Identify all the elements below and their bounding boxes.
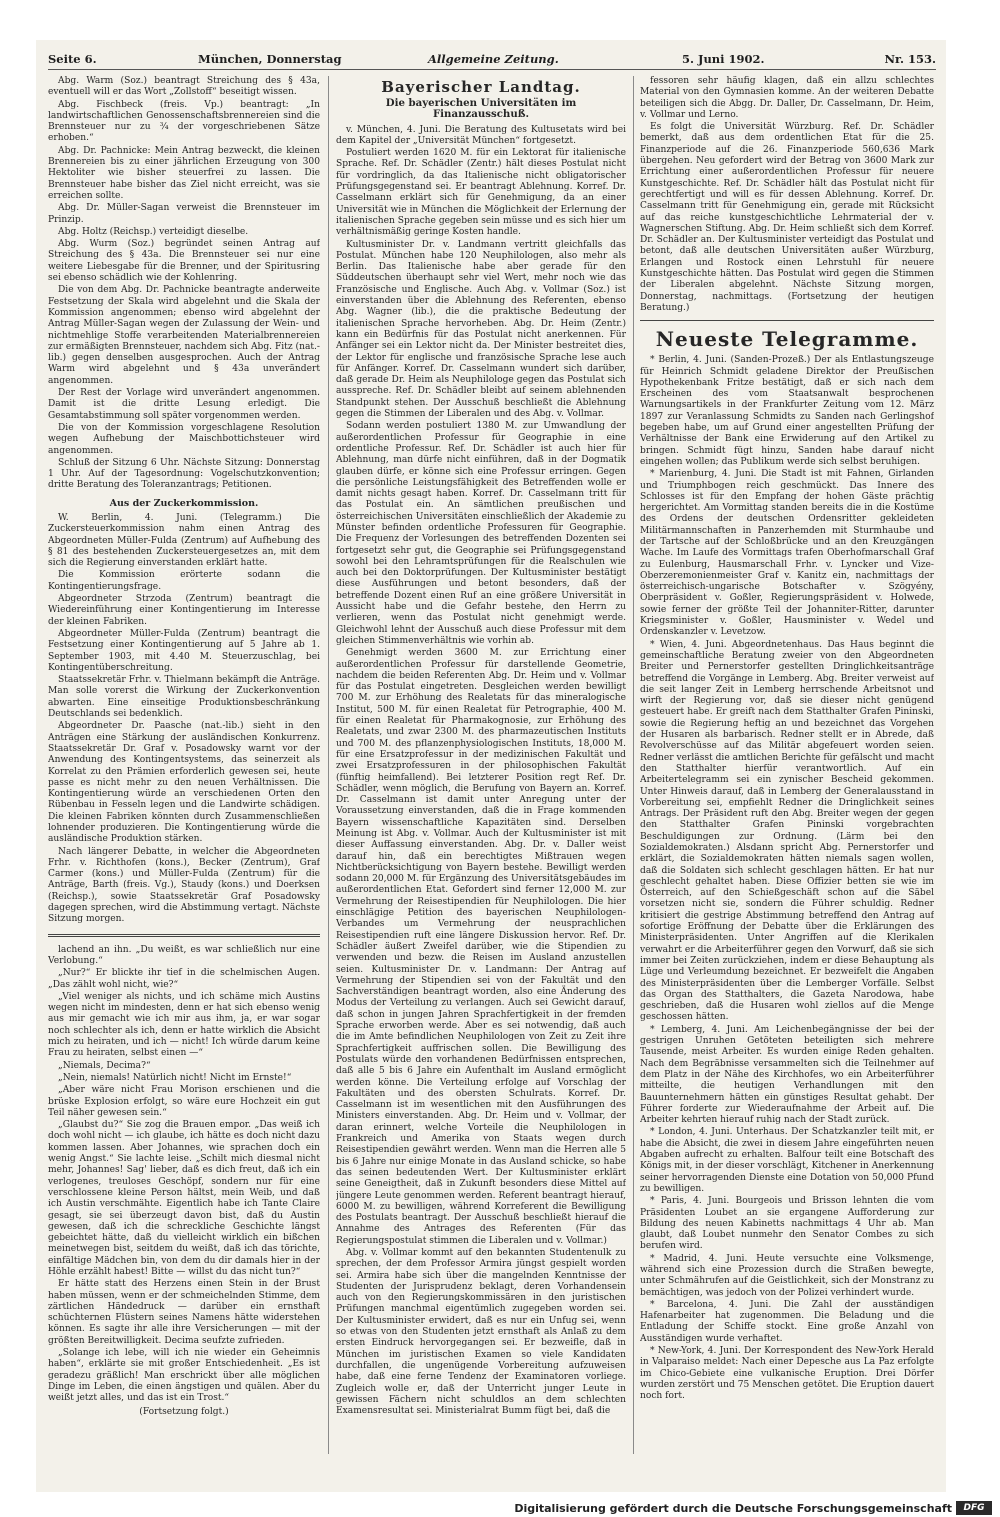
paragraph: Es folgt die Universität Würzburg. Ref. Dr. Schädler bemerkt, daß aus dem ordentlichen Etat für die 25. Finanzperiode auf die 26. Finanzperiode 560,636 Mark übergehen. Neu gefordert wird der Betrag von 3600 Mark zur Errichtung einer außerordentlichen Professur für neuere Kunstgeschichte. Ref. Dr. Schädler hält das Postulat nicht für gerechtfertigt und will es für dessen Ablehnung. Korref. Dr. Casselmann tritt für Genehmigung ein, gerade mit Rücksicht auf das reiche kunstgeschichtliche Lehrmaterial der v. Wagnerschen Stiftung. Abg. Dr. Heim schließt sich dem Korref. Dr. Schädler an. Der Kultusminister verteidigt das Postulat und betont, daß alle deutschen Universitäten außer Würzburg, Erlangen und Rostock einen Lehrstuhl für neuere Kunstgeschichte hätten. Das Postulat wird gegen die Stimmen der Liberalen abgelehnt. Nächste Sitzung morgen, Donnerstag, nachmittags. (Fortsetzung der heutigen Beratung.) (640, 122, 934, 313)
telegram: * Wien, 4. Juni. Abgeordnetenhaus. Das Haus beginnt die gemeinschaftliche Beratung zweier von den Abgeordneten Breiter und Pernerstorfer gestellten Dringlichkeitsanträge betreffend die Vorgänge in Lemberg. Abg. Breiter verweist auf die seit langer Zeit in Lemberg herrschende Arbeitsnot und wirft der Regierung vor, daß sie dieser nicht genügend gesteuert habe. Er greift nach dem Statthalter Grafen Pininski, sowie die Regierung heftig an und bezeichnet das Vorgehen der Husaren als barbarisch. Redner stellt er in Abrede, daß Revolverschüsse auf das Militär abgefeuert worden seien. Redner verlässt die amtlichen Berichte für gefälscht und macht den Statthalter hierfür verantwortlich. Auf ein Arbeitertelegramm sei ein zynischer Bescheid gekommen. Unter Hinweis darauf, daß in Lemberg der Generalausstand in Vorbereitung sei, empfiehlt Redner die Dringlichkeit seines Antrags. Der Präsident ruft den Abg. Breiter wegen der gegen den Statthalter Grafen Pininski vorgebrachten Beschuldigungen zur Ordnung. (Lärm bei den Sozialdemokraten.) Alsdann spricht Abg. Pernerstorfer und erklärt, die Sozialdemokraten hätten niemals sagen wollen, daß die Soldaten sich schlecht geschlagen hätten. Er hat nur geschlecht gehaltet haben. Diese Offizier betten sie wie im Österreich, auf den Schießgeschäft schon auf die Säbel vorsetzen nicht sie, sondern die Führer schuldig. Redner kritisiert die gestrige Abstimmung betreffend den Antrag auf sofortige Eröffnung der Debatte über die Erklärungen des Ministerpräsidenten. Unter Angriffen auf die Klerikalen verwahrt er die Arbeiterführer gegen den Vorwurf, daß sie sich immer bei Zeiten zurückziehen, indem er diese Behauptung als Lüge und Verleumdung bezeichnet. Er bezweifelt die Angaben des Ministerpräsidenten über die Lemberger Vorfälle. Selbst das Organ des Statthalters, die Gazeta Narodowa, habe geschrieben, daß die Husaren wohl ziellos auf die Menge geschossen hätten. (640, 639, 934, 1023)
masthead (48, 52, 936, 70)
paragraph: „Niemals, Decima?“ (58, 1060, 151, 1071)
paragraph: Nach längerer Debatte, in welcher die Abgeordneten Frhr. v. Richthofen (kons.), Becker (Zentrum), Graf Carmer (kons.) und Müller-Fulda (Zentrum) für die Anträge, Barth (freis. Vg.), Staudy (kons.) und Doerksen (Reichsp.), sowie Staatssekretär Graf Posadowsky dagegen sprechen, wird die Abstimmung vertagt. Nächste Sitzung morgen. (48, 846, 320, 925)
paragraph: lachend an ihn. „Du weißt, es war schließlich nur eine Verlobung.“ (48, 944, 320, 966)
paragraph: Abg. Dr. Pachnicke: Mein Antrag bezweckt, die kleinen Brennereien bis zu einer jährlichen Erzeugung von 300 Hektoliter wie bisher steuerfrei zu lassen. Die Brennsteuer habe bisher das Ziel nicht erreicht, was sie erreichen sollte. (48, 145, 320, 201)
continued-note: (Fortsetzung folgt.) (139, 1406, 229, 1417)
paragraph: „Aber wäre nicht Frau Morison erschienen und die brüske Explosion erfolgt, so wäre eure Hochzeit ein gut Teil näher gewesen sein.“ (48, 1085, 320, 1118)
telegram: * Berlin, 4. Juni. (Sanden-Prozeß.) Der als Entlastungszeuge für Heinrich Schmidt geladene Direktor der Preußischen Hypothekenbank Fritze bestätigt, daß er sich nach dem Erscheinen des vom Staatsanwalt besprochenen Warnungsartikels in der Frankfurter Zeitung vom 12. März 1897 zur Veranlassung Schmidts zu Sanden nach Gerlingshof begeben habe, um auf Grund einer angestellten Prüfung der Verhältnisse der Bank eine Erwiderung auf den Artikel zu bringen. Schmidt fügt hinzu, Sanden habe darauf nicht eingehen wollen; das Publikum werde sich selbst beruhigen. (640, 355, 934, 467)
telegram: * New-York, 4. Juni. Der Korrespondent des New-York Herald in Valparaiso meldet: Nach einer Depesche aus La Paz erfolgte im Chico-Gebiete eine vulkanische Eruption. Drei Dörfer wurden zerstört und 75 Menschen getötet. Die Eruption dauert noch fort. (640, 1346, 934, 1402)
column-rule (328, 76, 329, 1454)
paragraph: v. München, 4. Juni. Die Beratung des Kultusetats wird bei dem Kapitel der „Universität München“ fortgesetzt. (336, 124, 626, 146)
feuilleton-divider (48, 934, 320, 937)
telegram: * London, 4. Juni. Unterhaus. Der Schatzkanzler teilt mit, er habe die Absicht, die zwei in diesem Jahre eingeführten neuen Abgaben aufrecht zu erhalten. Balfour teilt eine Botschaft des Königs mit, in der dieser vorschlägt, Kitchener in Anerkennung seiner hervorragenden Dienste eine Dotation von 50,000 Pfund zu bewilligen. (640, 1127, 934, 1194)
paragraph: „Solange ich lebe, will ich nie wieder ein Geheimnis haben“, erklärte sie mit großer Entschiedenheit. „Es ist geradezu gräßlich! Man erschrickt über alle möglichen Dinge im Leben, die einen ängstigen und quälen. Aber du weißt jetzt alles, und das ist ein Trost.“ (48, 1348, 320, 1404)
paragraph: Sodann werden postuliert 1380 M. zur Umwandlung der außerordentlichen Professur für Geographie in eine ordentliche Professur. Ref. Dr. Schädler ist auch hier für Ablehnung, man dürfe nicht einführen, daß in der Dogmatik glauben dürfe, er könne sich eine Professur erringen. Gegen die persönliche Leistungsfähigkeit des Betreffenden wolle er damit nichts gesagt haben. Korref. Dr. Casselmann tritt für das Postulat ein. An sämtlichen preußischen und österreichischen Universitäten einschließlich der Akademie zu Münster befinden ordentliche Professuren für Geographie. Die Frequenz der Vorlesungen des betreffenden Dozenten sei fortgesetzt sehr gut, die Geographie sei Prüfungsgegenstand sowohl bei den Lehramtsprüfungen für die Realschulen wie auch bei den Doktorprüfungen. Der Kultusminister bestätigt diese Ausführungen und betont besonders, daß der betreffende Dozent einen Ruf an eine größere Universität in Aussicht habe und die Gefahr bestehe, den Herrn zu verlieren, wenn das Postulat nicht genehmigt werde. Gleichwohl lehnt der Ausschuß auch diese Professur mit dem gleichen Stimmenverhältnis wie vorhin ab. (336, 421, 626, 646)
paragraph: Staatssekretär Frhr. v. Thielmann bekämpft die Anträge. Man solle vorerst die Wirkung der Zuckerkonvention abwarten. Eine einseitige Produktionsbeschränkung Deutschlands sei bedenklich. (48, 675, 320, 720)
column-rule (633, 76, 634, 1454)
issue-date: 5. Juni 1902. (682, 52, 765, 66)
telegram: * Paris, 4. Juni. Bourgeois und Brisson lehnten die vom Präsidenten Loubet an sie ergangene Aufforderung zur Bildung des neuen Kabinetts nachmittags 4 Uhr ab. Man glaubt, daß Loubet nunmehr den Senator Combes zu sich berufen wird. (640, 1196, 934, 1252)
paragraph: Der Rest der Vorlage wird unverändert angenommen. Damit ist die dritte Lesung erledigt. Die Gesamtabstimmung soll später vorgenommen werden. (48, 388, 320, 421)
place-and-day: München, Donnerstag (198, 52, 342, 66)
paragraph: fessoren sehr häufig klagen, daß ein allzu schlechtes Material von den Gymnasien komme. An der weiteren Debatte beteiligen sich die Abgg. Dr. Daller, Dr. Casselmann, Dr. Heim, v. Vollmar und Lerno. (640, 76, 934, 120)
telegram: * Marienburg, 4. Juni. Die Stadt ist mit Fahnen, Girlanden und Triumphbogen reich geschmückt. Das Innere des Schlosses ist für den Empfang der hohen Gäste prächtig hergerichtet. Am Vormittag standen bereits die in die Kostüme des Ordens der deutschen Ordensritter gekleideten Militärmannschaften in Panzerhemden mit Sturmhaube und der Tartsche auf der Schloßbrücke und an den Kreuzgängen Wache. Im Laufe des Vormittags trafen Oberhofmarschall Graf zu Eulenburg, Hausmarschall Frhr. v. Lyncker und Vize-Oberzeremonienmeister Graf v. Kanitz ein, nachmittags der österreichisch-ungarische Botschafter v. Szögyény, Oberpräsident v. Goßler, Regierungspräsident v. Holwede, sowie ferner der größte Teil der Johanniter-Ritter, darunter Kriegsminister v. Goßler, Hausminister v. Wedel und Ordenskanzler v. Levetzow. (640, 469, 934, 638)
column-middle (336, 76, 626, 1454)
dfg-logo: DFG (956, 1501, 992, 1515)
column-right (640, 76, 934, 1454)
paragraph: Abg. Wurm (Soz.) begründet seinen Antrag auf Streichung des § 43a. Die Brennsteuer sei nur eine weitere Liebesgabe für die Brenner, und der Spiritusring sei ebenso schädlich wie der Kohlenring. (48, 239, 320, 284)
paragraph: „Nur?“ Er blickte ihr tief in die schelmischen Augen. „Das zählt wohl nicht, wie?“ (48, 968, 320, 990)
paragraph: „Viel weniger als nichts, und ich schäme mich Austins wegen nicht im mindesten, denn er hat sich ebenso wenig aus mir gemacht wie ich mir aus ihm, ja, er war sogar noch schlechter als ich, denn er hatte wirklich die Absicht mich zu heiraten, und ich — nicht! Ich würde darum keine Frau zu heiraten, selbst einen —“ (48, 991, 320, 1059)
page-number: Seite 6. (48, 52, 97, 66)
article-subheadline: Die bayerischen Universitäten im Finanzausschuß. (385, 97, 577, 121)
paragraph: Abg. v. Vollmar kommt auf den bekannten Studentenulk zu sprechen, der dem Professor Armira jüngst gespielt worden sei. Armira habe sich über die mangelnden Kenntnisse der Studenten der Jurisprudenz beklagt, deren Vorhandensein auch von den Regierungskommissären in den juristischen Prüfungen manchmal eigentümlich zugegeben worden sei. Der Kultusminister erwidert, daß es nur ein Unfug sei, wenn so etwas von den Studenten jetzt ernsthaft als Anlaß zu dem ersten Eindruck hervorgegangen sei. Er bezweifle, daß in München im juristischen Examen so viele Kandidaten durchfallen, die ungenügende Vorbereitung aufzuweisen habe, daß eine ferne Tendenz der Examinatoren vorliege. Zugleich wolle er, daß der Unterricht junger Leute in gewissen Fächern nicht schuldlos an dem schlechten Examensresultat sei. Ministerialrat Bumm fügt bei, daß die (336, 1247, 626, 1417)
paragraph: Schluß der Sitzung 6 Uhr. Nächste Sitzung: Donnerstag 1 Uhr. Auf der Tagesordnung: Vogelschutzkonvention; dritte Beratung des Toleranzantrags; Petitionen. (48, 457, 320, 491)
paragraph: Abg. Dr. Müller-Sagan verweist die Brennsteuer im Prinzip. (48, 203, 320, 225)
paragraph: Die von dem Abg. Dr. Pachnicke beantragte anderweite Festsetzung der Skala wird abgelehnt und die Skala der Kommission angenommen; ebenso wird abgelehnt der Antrag Müller-Sagan wegen der Zulassung der Wein- und nichtmehlige Stoffe verarbeitenden Materialbrennereien zur ermäßigten Brennsteuer, nachdem sich Abg. Fitz (nat.-lib.) gegen denselben ausgesprochen. Auch der Antrag Warm wird abgelehnt und § 43a unverändert angenommen. (48, 285, 320, 386)
paragraph: Er hätte statt des Herzens einen Stein in der Brust haben müssen, wenn er der schmeichelnden Stimme, dem zärtlichen Händedruck — darüber ein ernsthaft schüchternen Flüstern seines Namens hätte widerstehen können. Es sagte ihr alle ihre Versicherungen — mit der größten Bereitwilligkeit. Decima seufzte zufrieden. (48, 1279, 320, 1346)
paragraph: Abgeordneter Müller-Fulda (Zentrum) beantragt die Festsetzung einer Kontingentierung auf 5 Jahre ab 1. September 1903, mit 4.40 M. Steuerzuschlag, bei Kontingentüberschreitung. (48, 628, 320, 673)
paragraph: Postuliert werden 1620 M. für ein Lektorat für italienische Sprache. Ref. Dr. Schädler (Zentr.) hält dieses Postulat nicht für vordringlich, da das Italienische nicht obligatorischer Prüfungsgegenstand sei. Er beantragt Ablehnung. Korref. Dr. Casselmann erklärt sich für Genehmigung, da an einer Universität wie in München die Möglichkeit der Erlernung der italienischen Sprache gegeben sein müsse und es sich hier um verhältnismäßig geringe Kosten handle. (336, 148, 626, 238)
telegram: * Barcelona, 4. Juni. Die Zahl der ausständigen Hafenarbeiter hat zugenommen. Die Beladung und die Entladung der Schiffe stockt. Eine große Anzahl von Ausständigen wurde verhaftet. (640, 1299, 934, 1344)
telegram: * Madrid, 4. Juni. Heute versuchte eine Volksmenge, während sich eine Prozession durch die Straßen bewegte, unter Schmährufen auf die Geistlichkeit, sich der Monstranz zu bemächtigen, was jedoch von der Polizei verhindert wurde. (640, 1253, 934, 1298)
section-heading: Aus der Zuckerkommission. (109, 497, 259, 509)
paragraph: Genehmigt werden 3600 M. zur Errichtung einer außerordentlichen Professur für darstellende Geometrie, nachdem die beiden Referenten Abg. Dr. Heim und v. Vollmar für das Postulat eingetreten. Desgleichen werden bewilligt 700 M. zur Erhöhung des Realetats für das mineralogische Institut, 500 M. für einen Realetat für Petrographie, 400 M. für einen Realetat für Pharmakognosie, zur Erhöhung des Realetats, und zwar 2300 M. des pharmazeutischen Instituts und 700 M. des pflanzenphysiologischen Instituts, 18,000 M. für eine Ersatzprofessur in der medizinischen Fakultät und zwei Ersatzprofessuren in der philosophischen Fakultät (fünftig heimfallend). Bei letzterer Position regt Ref. Dr. Schädler, wenn möglich, die Berufung von Bayern an. Korref. Dr. Casselmann ist damit unter Anregung unter der Voraussetzung einverstanden, daß die in Frage kommenden Bayern wissenschaftliche Kapazitäten sind. Derselben Meinung ist Abg. v. Vollmar. Auch der Kultusminister ist mit dieser Auffassung einverstanden. Abg. Dr. v. Daller weist darauf hin, daß ein berechtigtes Mißtrauen wegen Nichtberücksichtigung von Bayern bestehe. Bewilligt werden sodann 20,000 M. für Ergänzung des Universitätsgebäudes im außerordentlichen Etat. Gefordert sind ferner 12,000 M. zur Vermehrung der Reisestipendien für Neuphilologen. Die hier einschlägige Petition des bayerischen Neuphilologen-Verbandes um Vermehrung der neusprachlichen Reisestipendien ruft eine längere Diskussion hervor. Ref. Dr. Schädler äußert Zweifel darüber, wie die Stipendien zu verwenden und bezw. die Reisen im Ausland anzustellen seien. Kultusminister Dr. v. Landmann: Der Antrag auf Vermehrung der Stipendien sei von der Fakultät und den Sachverständigen beantragt worden, also eine Änderung des Modus der Verteilung zu verlangen. Auch sei Gewicht darauf, daß schon in jungen Jahren Sprachfertigkeit in der fremden Sprache erworben werde. Aber es sei notwendig, daß auch die im Amte befindlichen Neuphilologen von Zeit zu Zeit ihre Sprachfertigkeit auffrischen sollen. Die Bewilligung des Postulats würde den vorhandenen Bedürfnissen entsprechen, daß alle 5 bis 6 Jahre ein Aufenthalt im Ausland ermöglicht werden könne. Die Verteilung erfolge auf Vorschlag der Fakultäten und des obersten Schulrats. Korref. Dr. Casselmann ist im wesentlichen mit den Ausführungen des Ministers einverstanden. Abg. Dr. Heim und v. Vollmar, der daran erinnert, welche Vorteile die Neuphilologen in Frankreich und Amerika von Staats wegen durch Reisestipendien gewährt werden. Wenn man die Herren alle 5 bis 6 Jahre nur einige Monate in das Ausland schicke, so habe das seinen bedeutenden Wert. Der Kultusminister erklärt seine Geneigtheit, daß in Zukunft besonders diese Mittel auf jüngere Leute genommen werden. Referent beantragt hierauf, 6000 M. zu bewilligen, während Korreferent die Bewilligung des Postulats beantragt. Der Ausschuß beschließt hierauf die Annahme des Antrages des Referenten (Für das Regierungspostulat stimmen die Liberalen und v. Vollmar.) (336, 648, 626, 1246)
digitization-footer (0, 1500, 1000, 1517)
section-headline: Bayerischer Landtag. (381, 78, 581, 96)
telegrams-headline: Neueste Telegramme. (655, 327, 919, 352)
funding-note: Digitalisierung gefördert durch die Deutsche Forschungsgemeinschaft (514, 1502, 952, 1515)
paragraph: „Glaubst du?“ Sie zog die Brauen empor. „Das weiß ich doch wohl nicht — ich glaube, ich hätte es doch nicht dazu kommen lassen. Aber Johannes, wie sprachen doch ein wenig Angst.“ Sie lachte leise. „Schilt mich diesmal nicht mehr, Johannes! Sag' lieber, daß es dich freut, daß ich ein verlogenes, treuloses Geschöpf, sondern nur für eine verschlossene kleine Person hältst, mein Weib, und daß ich Austin verschmähte. Eigentlich habe ich Tante Claire gesagt, sie sei überzeugt davon bist, daß du Austin gewesen, daß ich die schreckliche Geschichte längst gebeichtet hätte, daß du vielleicht wirklich ein bißchen meinetwegen bist, seitdem du weißt, daß ich das törichte, einfältige Mädchen bin, von dem du dir damals hier in der Höhle erzählt habest! Bitte — willst du das nicht tun?“ (48, 1120, 320, 1277)
paragraph: Kultusminister Dr. v. Landmann vertritt gleichfalls das Postulat. München habe 120 Neuphilologen, also mehr als Berlin. Das Italienische habe aber gerade für den Süddeutschen überhaupt sehr viel Wert, mehr noch wie das Französische und Englische. Auch Abg. v. Vollmar (Soz.) ist einverstanden über die Ablehnung des Referenten, ebenso Abg. Wagner (lib.), die die praktische Bedeutung der italienischen Sprache hervorheben. Abg. Dr. Heim (Zentr.) kann ein Bedürfnis für das Postulat nicht anerkennen. Für Anfänger sei ein Lektor nicht da. Der Minister bestreitet dies, der Lektor für englische und französische Sprache lese auch für Anfänger. Korref. Dr. Casselmann wundert sich darüber, daß gerade Dr. Heim als Neuphilologe gegen das Postulat sich ausspreche. Ref. Dr. Schädler bleibt auf seinem ablehnenden Standpunkt stehen. Der Ausschuß beschließt die Ablehnung gegen die Stimmen der Liberalen und des Abg. v. Vollmar. (336, 239, 626, 420)
zuckerkommission-report (48, 513, 320, 926)
paragraph: Abgeordneter Strzoda (Zentrum) beantragt die Wiedereinführung einer Kontingentierung im Interesse der kleinen Fabriken. (48, 594, 320, 627)
section-divider (640, 320, 934, 321)
paragraph: W. Berlin, 4. Juni. (Telegramm.) Die Zuckersteuerkommission nahm einen Antrag des Abgeordneten Müller-Fulda (Zentrum) auf Aufhebung des § 81 des bestehenden Zuckersteuergesetzes an, mit dem sich die Regierung einverstanden erklärt hatte. (48, 512, 320, 569)
newspaper-page (36, 40, 946, 1492)
column-left (48, 76, 320, 1454)
paragraph: Die von der Kommission vorgeschlagene Resolution wegen Aufhebung der Maischbottichsteuer wird angenommen. (48, 422, 320, 456)
issue-number: Nr. 153. (884, 52, 936, 66)
paragraph: Abg. Warm (Soz.) beantragt Streichung des § 43a, eventuell will er das Wort „Zollstoff“ beseitigt wissen. (48, 76, 320, 98)
paragraph: Abg. Fischbeck (freis. Vp.) beantragt: „In landwirtschaftlichen Genossenschaftsbrennereien sind die Brennsteuer nur zu ¾ der vorgeschriebenen Sätze erhoben.“ (48, 99, 320, 144)
paragraph: Die Kommission erörterte sodann die Kontingentierungsfrage. (48, 570, 320, 592)
feuilleton (48, 945, 320, 1418)
telegram: * Lemberg, 4. Juni. Am Leichenbegängnisse der bei der gestrigen Unruhen Getöteten beteiligten sich mehrere Tausende, meist Arbeiter. Es wurden einige Reden gehalten. Nach dem Begräbnisse versammelten sich die Teilnehmer auf dem Platz in der Nähe des Kirchhofes, wo ein Arbeiterführer mitteilte, die heutigen Verhandlungen mit den Bauunternehmern hätten ein günstiges Resultat gehabt. Der Führer forderte zur Wiederaufnahme der Arbeit auf. Die Arbeiter kehrten hierauf ruhig nach der Stadt zurück. (640, 1024, 934, 1126)
paragraph: Abg. Holtz (Reichsp.) verteidigt dieselbe. (58, 226, 249, 237)
paragraph: Abgeordneter Dr. Paasche (nat.-lib.) sieht in den Anträgen eine Stärkung der ausländischen Konkurrenz. Staatssekretär Dr. Graf v. Posadowsky warnt vor der Anwendung des Kontingentsystems, das seinerzeit als Korrelat zu den Prämien erforderlich gewesen sei, heute passe es nicht mehr zu den neuen Verhältnissen. Die Kontingentierung würde an verschiedenen Orten den Rübenbau in Fesseln legen und die Landwirte schädigen. Die kleinen Fabriken könnten durch Zusammenschließen lohnender produzieren. Die Kontingentierung würde die ausländische Produktion stärken. (48, 721, 320, 845)
paragraph: „Nein, niemals! Natürlich nicht! Nicht im Ernste!“ (58, 1072, 292, 1083)
reichstag-report (48, 76, 320, 492)
newspaper-title: Allgemeine Zeitung. (428, 52, 559, 66)
